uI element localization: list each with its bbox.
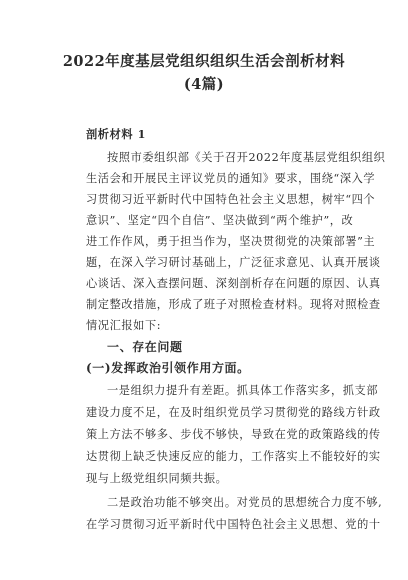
paragraph-line: 在学习贯彻习近平新时代中国特色社会主义思想、党的十 [86,518,381,531]
paragraph-line: 达贯彻上缺乏快速反应的能力，工作落实上不能较好的实 [86,450,381,463]
paragraph-line: 策上方法不够多、步伐不够快，导致在党的政策路线的传 [86,428,381,441]
paragraph-line: 进工作作风，勇于担当作为，坚决贯彻党的决策部署”主 [86,235,376,248]
document-title: 2022年度基层党组织组织生活会剖析材料 [62,53,346,70]
paragraph-line: 二是政治功能不够突出。对党员的思想统合力度不够, [107,496,383,509]
document-subtitle: (4篇) [183,76,225,93]
paragraph-line: 建设力度不足，在及时组织党员学习贯彻党的路线方针政 [86,406,381,419]
paragraph-line: 现与上级党组织同频共振。 [86,472,228,485]
paragraph-line: 情况汇报如下: [86,319,162,332]
paragraph-line: 心谈话、深入查摆问题、深刻剖析存在问题的原因、认真 [86,277,381,290]
paragraph-line: 一是组织力提升有差距。抓具体工作落实多，抓支部 [107,384,379,397]
paragraph-line: 题，在深入学习研讨基础上，广泛征求意见、认真开展谈 [86,256,381,269]
paragraph-line: 按照市委组织部《关于召开2022年度基层党组织组织 [107,151,386,164]
section-label: 剖析材料 1 [86,127,147,141]
heading-problems: 一、存在问题 [107,340,183,354]
paragraph-line: 习贯彻习近平新时代中国特色社会主义思想，树牢“四个 [86,193,376,206]
paragraph-line: 意识”、坚定“四个自信”、坚决做到“两个维护”，改 [86,214,354,227]
paragraph-line: 制定整改措施，形成了班子对照检查材料。现将对照检查 [86,298,381,311]
paragraph-line: 生活会和开展民主评议党员的通知》要求，围绕“深入学 [86,172,376,185]
heading-political-leadership: (一)发挥政治引领作用方面。 [86,361,250,375]
